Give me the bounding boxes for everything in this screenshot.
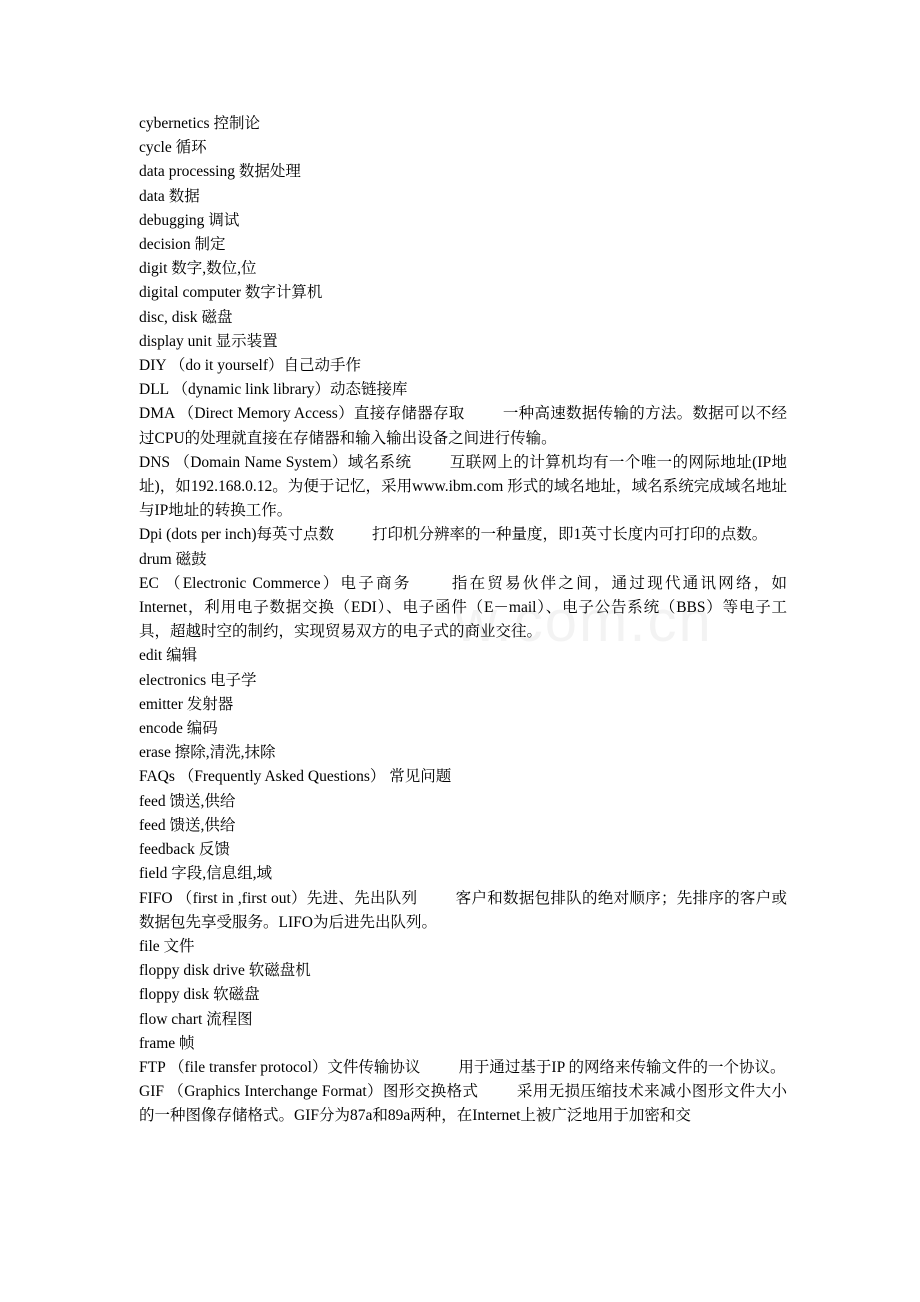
entry-translation: （first in ,first out）先进、先出队列 xyxy=(176,889,418,907)
entry-description: 一种高速数据传输的方法。数据可以不经过CPU的处理就直接在存储器和输入输出设备之间进行传输。 xyxy=(139,405,787,447)
glossary-entry xyxy=(139,887,787,935)
entry-term: frame xyxy=(139,1034,176,1052)
entry-translation: 数字,数位,位 xyxy=(171,260,257,278)
glossary-entry xyxy=(139,185,787,209)
glossary-entry xyxy=(139,160,787,184)
glossary-entry xyxy=(139,402,787,450)
entry-term: FIFO xyxy=(139,889,173,907)
glossary-entry xyxy=(139,451,787,524)
entry-term: drum xyxy=(139,550,172,568)
entry-term: floppy disk xyxy=(139,986,210,1004)
entry-translation: 发射器 xyxy=(186,695,234,713)
entry-translation: （do it yourself）自己动手作 xyxy=(169,357,362,375)
entry-term: encode xyxy=(139,720,183,738)
glossary-entry xyxy=(139,693,787,717)
entry-translation: 制定 xyxy=(194,236,226,254)
entry-translation: 循环 xyxy=(175,139,207,157)
entry-term: cybernetics xyxy=(139,115,210,132)
entry-translation: 字段,信息组,域 xyxy=(171,865,273,883)
entry-translation: 擦除,清洗,抹除 xyxy=(174,744,276,762)
glossary-entry xyxy=(139,233,787,257)
entry-term: file xyxy=(139,937,160,955)
entry-term: data xyxy=(139,187,165,205)
glossary-entry xyxy=(139,112,787,136)
entry-term: field xyxy=(139,865,168,883)
entry-translation: 文件 xyxy=(163,937,195,955)
entry-translation: （file transfer protocol）文件传输协议 xyxy=(169,1058,421,1076)
entry-translation: （Frequently Asked Questions） 常见问题 xyxy=(178,768,452,786)
glossary-entry xyxy=(139,136,787,160)
entry-term: cycle xyxy=(139,139,172,157)
entry-translation: 流程图 xyxy=(206,1010,253,1028)
glossary-entry xyxy=(139,959,787,983)
entry-translation: 编码 xyxy=(186,720,218,738)
entry-translation: 磁盘 xyxy=(201,308,233,326)
glossary-entry xyxy=(139,378,787,402)
entry-translation: 数字计算机 xyxy=(244,284,323,302)
glossary-entry xyxy=(139,717,787,741)
entry-term: digit xyxy=(139,260,168,278)
entry-translation: 调试 xyxy=(208,211,240,229)
entry-translation: 电子学 xyxy=(210,671,257,689)
entry-description: 用于通过基于IP 的网络来传输文件的一个协议。 xyxy=(458,1058,786,1076)
entry-translation: 软磁盘 xyxy=(213,986,260,1004)
glossary-entry xyxy=(139,814,787,838)
entry-translation: 馈送,供给 xyxy=(169,816,236,834)
entry-term: GIF xyxy=(139,1083,164,1101)
glossary-entry xyxy=(139,644,787,668)
glossary-list xyxy=(139,112,787,1129)
glossary-entry xyxy=(139,1032,787,1056)
entry-term: DNS xyxy=(139,453,171,471)
glossary-entry xyxy=(139,209,787,233)
glossary-entry xyxy=(139,765,787,789)
entry-term: DIY xyxy=(139,357,166,375)
glossary-entry xyxy=(139,935,787,959)
entry-term: edit xyxy=(139,647,163,665)
entry-translation: 编辑 xyxy=(166,647,198,665)
glossary-entry xyxy=(139,1080,787,1128)
glossary-entry xyxy=(139,572,787,645)
entry-translation: 数据 xyxy=(168,187,200,205)
glossary-entry xyxy=(139,354,787,378)
entry-term: EC xyxy=(139,574,159,592)
entry-description: 采用无损压缩技术来减小图形文件大小的一种图像存储格式。GIF分为87a和89a两种，在Internet上被广泛地用于加密和交 xyxy=(139,1083,787,1125)
glossary-entry xyxy=(139,838,787,862)
entry-term: debugging xyxy=(139,211,205,229)
entry-translation: (dots per inch)每英寸点数 xyxy=(166,526,335,544)
entry-term: Dpi xyxy=(139,526,163,544)
entry-term: floppy disk drive xyxy=(139,962,245,980)
entry-description: 互联网上的计算机均有一个唯一的网际地址(IP地址)，如192.168.0.12。为便于记忆，采用www.ibm.com 形式的域名地址，域名系统完成域名地址与IP地址的转换工作。 xyxy=(139,453,787,520)
glossary-entry xyxy=(139,669,787,693)
entry-term: emitter xyxy=(139,695,183,713)
entry-translation: 帧 xyxy=(179,1034,195,1052)
entry-translation: 数据处理 xyxy=(238,163,301,181)
glossary-entry xyxy=(139,790,787,814)
glossary-entry xyxy=(139,983,787,1007)
entry-translation: 磁鼓 xyxy=(175,550,207,568)
entry-term: display unit xyxy=(139,332,212,350)
glossary-entry xyxy=(139,330,787,354)
entry-translation: （dynamic link library）动态链接库 xyxy=(172,381,408,399)
entry-term: feed xyxy=(139,792,166,810)
entry-translation: 馈送,供给 xyxy=(169,792,236,810)
glossary-entry xyxy=(139,862,787,886)
glossary-entry xyxy=(139,548,787,572)
entry-translation: （Electronic Commerce）电子商务 xyxy=(164,574,412,592)
entry-description: 指在贸易伙伴之间，通过现代通讯网络，如Internet，利用电子数据交换（EDI）、电子函件（E－mail）、电子公告系统（BBS）等电子工具，超越时空的制约，实现贸易双方的电子式的商业交往。 xyxy=(139,574,787,641)
glossary-entry xyxy=(139,741,787,765)
entry-translation: 软磁盘机 xyxy=(248,962,311,980)
entry-translation: （Domain Name System）域名系统 xyxy=(174,453,412,471)
entry-term: electronics xyxy=(139,671,207,689)
entry-term: decision xyxy=(139,236,191,254)
entry-translation: （Graphics Interchange Format）图形交换格式 xyxy=(168,1083,479,1101)
entry-term: DMA xyxy=(139,405,175,423)
glossary-entry xyxy=(139,523,787,547)
glossary-entry xyxy=(139,257,787,281)
glossary-entry xyxy=(139,1008,787,1032)
entry-translation: （Direct Memory Access）直接存储器存取 xyxy=(178,405,465,423)
entry-term: erase xyxy=(139,744,171,762)
entry-term: data processing xyxy=(139,163,235,181)
glossary-entry xyxy=(139,306,787,330)
entry-term: disc, disk xyxy=(139,308,198,326)
entry-term: digital computer xyxy=(139,284,242,302)
entry-translation: 控制论 xyxy=(213,115,260,132)
entry-term: FTP xyxy=(139,1058,166,1076)
entry-term: flow chart xyxy=(139,1010,203,1028)
entry-term: DLL xyxy=(139,381,169,399)
entry-term: FAQs xyxy=(139,768,175,786)
entry-translation: 显示装置 xyxy=(215,332,278,350)
entry-description: 客户和数据包排队的绝对顺序；先排序的客户或数据包先享受服务。LIFO为后进先出队列。 xyxy=(139,889,787,931)
entry-description: 打印机分辨率的一种量度，即1英寸长度内可打印的点数。 xyxy=(372,526,768,544)
entry-translation: 反馈 xyxy=(198,841,230,859)
glossary-entry xyxy=(139,1056,787,1080)
glossary-entry xyxy=(139,281,787,305)
entry-term: feedback xyxy=(139,841,195,859)
entry-term: feed xyxy=(139,816,166,834)
